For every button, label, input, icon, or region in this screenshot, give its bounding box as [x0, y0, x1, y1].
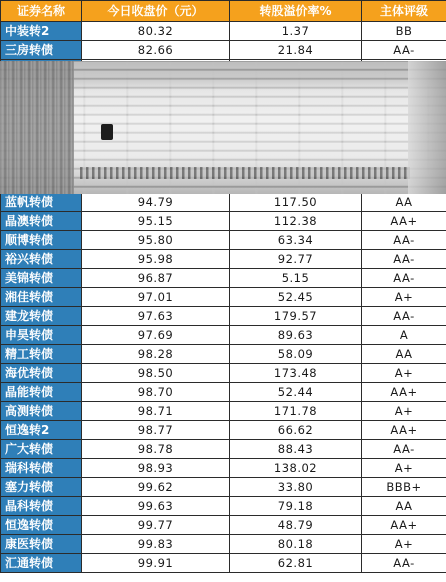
photo-dark-spot: [101, 124, 113, 140]
cell-security-name: 海优转债: [1, 364, 82, 383]
cell-conversion-premium: 66.62: [230, 421, 362, 440]
cell-conversion-premium: 63.34: [230, 231, 362, 250]
table-row: [1, 421, 446, 440]
cell-close-price: 97.01: [82, 288, 230, 307]
cell-conversion-premium: 80.18: [230, 535, 362, 554]
cell-issuer-rating: AA+: [362, 383, 446, 402]
cell-close-price: 99.62: [82, 478, 230, 497]
cell-conversion-premium: 171.78: [230, 402, 362, 421]
cell-security-name: 建龙转债: [1, 307, 82, 326]
cell-security-name: 恒逸转债: [1, 516, 82, 535]
cell-issuer-rating: AA: [362, 345, 446, 364]
table-row: [1, 402, 446, 421]
cell-issuer-rating: A: [362, 326, 446, 345]
cell-conversion-premium: 112.38: [230, 212, 362, 231]
cell-close-price: 99.77: [82, 516, 230, 535]
cell-security-name: 塞力转债: [1, 478, 82, 497]
photo-shelf-strip: [80, 167, 410, 179]
obscuring-photo: [0, 61, 446, 194]
cell-conversion-premium: 48.79: [230, 516, 362, 535]
cell-close-price: 98.93: [82, 459, 230, 478]
cell-conversion-premium: 52.45: [230, 288, 362, 307]
cell-issuer-rating: A+: [362, 459, 446, 478]
table-row: [1, 326, 446, 345]
table-row: [1, 497, 446, 516]
cell-security-name: 中装转2: [1, 22, 82, 41]
cell-close-price: 98.28: [82, 345, 230, 364]
cell-conversion-premium: 1.37: [230, 22, 362, 41]
cell-issuer-rating: AA+: [362, 212, 446, 231]
cell-conversion-premium: 88.43: [230, 440, 362, 459]
table-row: [1, 478, 446, 497]
cell-conversion-premium: 33.80: [230, 478, 362, 497]
cell-issuer-rating: AA-: [362, 440, 446, 459]
header-security-name: 证券名称: [1, 1, 82, 22]
cell-issuer-rating: AA-: [362, 250, 446, 269]
cell-issuer-rating: AA-: [362, 41, 446, 60]
cell-close-price: 98.50: [82, 364, 230, 383]
cell-conversion-premium: 21.84: [230, 41, 362, 60]
cell-close-price: 82.66: [82, 41, 230, 60]
cell-close-price: 97.63: [82, 307, 230, 326]
table-row: [1, 554, 446, 573]
cell-close-price: 98.70: [82, 383, 230, 402]
cell-issuer-rating: AA+: [362, 421, 446, 440]
cell-conversion-premium: 138.02: [230, 459, 362, 478]
table-row: [1, 231, 446, 250]
cell-issuer-rating: AA-: [362, 269, 446, 288]
cell-security-name: 晶科转债: [1, 497, 82, 516]
cell-security-name: 晶澳转债: [1, 212, 82, 231]
cell-issuer-rating: AA-: [362, 554, 446, 573]
cell-security-name: 高测转债: [1, 402, 82, 421]
cell-issuer-rating: AA: [362, 497, 446, 516]
table-header-row: [1, 1, 446, 22]
cell-issuer-rating: AA-: [362, 307, 446, 326]
table-row: [1, 516, 446, 535]
cell-issuer-rating: BBB+: [362, 478, 446, 497]
cell-conversion-premium: 179.57: [230, 307, 362, 326]
cell-issuer-rating: AA+: [362, 516, 446, 535]
cell-issuer-rating: BB: [362, 22, 446, 41]
cell-close-price: 95.15: [82, 212, 230, 231]
cell-close-price: 99.63: [82, 497, 230, 516]
cell-security-name: 精工转债: [1, 345, 82, 364]
cell-issuer-rating: A+: [362, 535, 446, 554]
cell-security-name: 蓝帆转债: [1, 193, 82, 212]
table-row: [1, 440, 446, 459]
cell-security-name: 申昊转债: [1, 326, 82, 345]
cell-conversion-premium: 173.48: [230, 364, 362, 383]
cell-security-name: 瑞科转债: [1, 459, 82, 478]
table-row: [1, 535, 446, 554]
header-issuer-rating: 主体评级: [362, 1, 446, 22]
table-row: [1, 212, 446, 231]
table-row: [1, 193, 446, 212]
cell-close-price: 98.77: [82, 421, 230, 440]
cell-security-name: 恒逸转2: [1, 421, 82, 440]
cell-conversion-premium: 117.50: [230, 193, 362, 212]
cell-conversion-premium: 89.63: [230, 326, 362, 345]
cell-close-price: 95.80: [82, 231, 230, 250]
cell-issuer-rating: AA: [362, 193, 446, 212]
cell-issuer-rating: A+: [362, 288, 446, 307]
table-row: [1, 307, 446, 326]
cell-close-price: 96.87: [82, 269, 230, 288]
cell-issuer-rating: A+: [362, 364, 446, 383]
cell-close-price: 80.32: [82, 22, 230, 41]
table-row: [1, 288, 446, 307]
cell-security-name: 美锦转债: [1, 269, 82, 288]
table-row: [1, 250, 446, 269]
cell-close-price: 99.91: [82, 554, 230, 573]
cell-security-name: 汇通转债: [1, 554, 82, 573]
header-close-price: 今日收盘价（元）: [82, 1, 230, 22]
cell-conversion-premium: 92.77: [230, 250, 362, 269]
cell-issuer-rating: A+: [362, 402, 446, 421]
table-row: [1, 364, 446, 383]
cell-conversion-premium: 52.44: [230, 383, 362, 402]
cell-conversion-premium: 79.18: [230, 497, 362, 516]
header-conversion-premium: 转股溢价率%: [230, 1, 362, 22]
cell-security-name: 广大转债: [1, 440, 82, 459]
cell-security-name: 裕兴转债: [1, 250, 82, 269]
cell-security-name: 三房转债: [1, 41, 82, 60]
cell-conversion-premium: 58.09: [230, 345, 362, 364]
cell-close-price: 94.79: [82, 193, 230, 212]
cell-conversion-premium: 62.81: [230, 554, 362, 573]
cell-issuer-rating: AA-: [362, 231, 446, 250]
table-row: [1, 345, 446, 364]
cell-security-name: 康医转债: [1, 535, 82, 554]
table-row: [1, 383, 446, 402]
cell-close-price: 98.78: [82, 440, 230, 459]
cell-security-name: 晶能转债: [1, 383, 82, 402]
cell-security-name: 顺博转债: [1, 231, 82, 250]
photo-left-frame: [0, 61, 74, 194]
cell-close-price: 99.83: [82, 535, 230, 554]
table-row: [1, 459, 446, 478]
table-row: [1, 41, 446, 60]
cell-conversion-premium: 5.15: [230, 269, 362, 288]
table-row: [1, 22, 446, 41]
photo-right-frame: [408, 61, 446, 194]
cell-close-price: 95.98: [82, 250, 230, 269]
cell-close-price: 97.69: [82, 326, 230, 345]
cell-close-price: 98.71: [82, 402, 230, 421]
cell-security-name: 湘佳转债: [1, 288, 82, 307]
table-row: [1, 269, 446, 288]
